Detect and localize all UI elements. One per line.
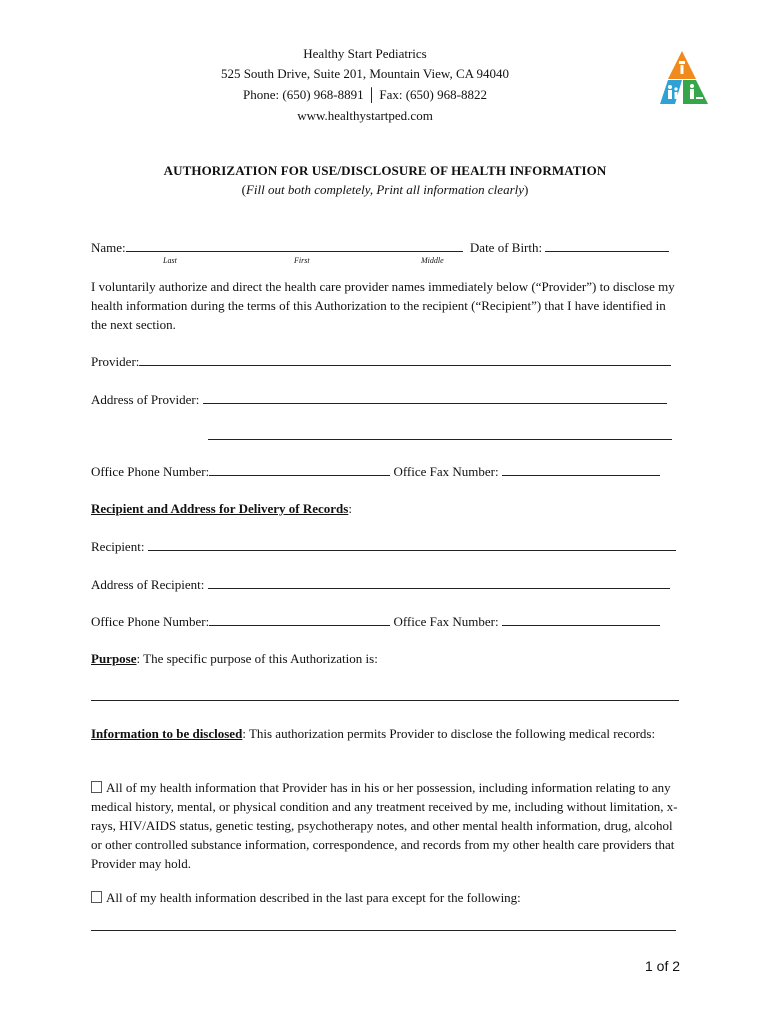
disclosure-option-2 <box>91 888 681 907</box>
practice-address: 525 South Drive, Suite 201, Mountain View, CA 94040 <box>220 66 510 81</box>
disclosure-option-1 <box>91 778 681 873</box>
provider-label: Provider: <box>91 354 140 369</box>
provider-address-label: Address of Provider: <box>91 392 200 407</box>
provider-field[interactable] <box>139 353 671 366</box>
option-except-text: All of my health information described in the last para except for the following: <box>106 890 521 905</box>
exception-field[interactable] <box>91 918 676 931</box>
recipient-address-label: Address of Recipient: <box>91 577 205 592</box>
practice-name: Healthy Start Pediatrics <box>303 46 427 61</box>
recipient-address-row <box>91 576 670 593</box>
sub-label-middle: Middle <box>421 256 444 265</box>
provider-address-row <box>91 391 667 408</box>
name-field[interactable] <box>126 239 463 252</box>
recipient-phone-field[interactable] <box>209 613 390 626</box>
provider-phone-label: Office Phone Number: <box>91 464 210 479</box>
recipient-row <box>91 538 676 555</box>
sub-label-first: First <box>294 256 310 265</box>
disclosed-heading: Information to be disclosed <box>91 726 243 741</box>
recipient-field[interactable] <box>148 538 676 551</box>
disclosed-text: : This authorization permits Provider to disclose the following medical records: <box>242 726 656 741</box>
purpose-row <box>91 651 378 667</box>
recipient-address-field[interactable] <box>208 576 670 589</box>
recipient-fax-field[interactable] <box>502 613 660 626</box>
practice-phone-fax: Phone: (650) 968-8891 │ Fax: (650) 968-8822 <box>243 87 487 102</box>
option-all-text: All of my health information that Provider has in his or her possession, including information relating to any medical history, mental, or physical condition and any treatment received by me, including without limitation, x-rays, HIV/AIDS status, genetic testing, psychotherapy notes, and other mental health information, drug, alcohol or other controlled substance information, correspondence, and records from my other health care providers that Provider may hold. <box>91 780 678 871</box>
dob-field[interactable] <box>545 239 669 252</box>
purpose-text: : The specific purpose of this Authorization is: <box>136 651 378 666</box>
recipient-phone-fax-row <box>91 613 660 630</box>
practice-website: www.healthystartped.com <box>297 108 433 123</box>
recipient-heading-row: Recipient and Address for Delivery of Records: <box>91 501 352 516</box>
name-row <box>91 239 669 256</box>
family-triangle-logo <box>656 49 712 107</box>
option-except-checkbox[interactable] <box>91 891 102 903</box>
purpose-field-row <box>91 688 679 705</box>
provider-address-field[interactable] <box>203 391 667 404</box>
subtitle-text: Fill out both completely, Print all information clearly <box>245 182 525 197</box>
name-label: Name: <box>91 240 126 255</box>
dob-label: Date of Birth: <box>469 240 543 255</box>
form-title: AUTHORIZATION FOR USE/DISCLOSURE OF HEALTH INFORMATION <box>163 163 607 178</box>
recipient-section-heading: Recipient and Address for Delivery of Records <box>91 501 349 516</box>
provider-row <box>91 353 671 370</box>
provider-phone-field[interactable] <box>209 463 390 476</box>
recipient-fax-label: Office Fax Number: <box>393 614 499 629</box>
recipient-phone-label: Office Phone Number: <box>91 614 210 629</box>
exception-field-row <box>91 918 676 935</box>
sub-label-last: Last <box>163 256 177 265</box>
provider-address-field-2[interactable] <box>208 427 672 440</box>
purpose-field[interactable] <box>91 688 679 701</box>
recipient-label: Recipient: <box>91 539 145 554</box>
provider-phone-fax-row <box>91 463 660 480</box>
page-number: 1 of 2 <box>645 958 681 974</box>
disclosed-paragraph <box>91 724 681 743</box>
intro-paragraph: I voluntarily authorize and direct the health care provider names immediately below (“Provider”) to disclose my health information during the terms of this Authorization to the recipient (“Recipient”) that I have identified in the next section. <box>91 279 675 332</box>
provider-address-row-2 <box>208 427 672 444</box>
purpose-heading: Purpose <box>91 651 137 666</box>
provider-fax-label: Office Fax Number: <box>393 464 499 479</box>
option-all-checkbox[interactable] <box>91 781 102 793</box>
provider-fax-field[interactable] <box>502 463 660 476</box>
form-subtitle: (Fill out both completely, Print all information clearly) <box>241 182 529 197</box>
